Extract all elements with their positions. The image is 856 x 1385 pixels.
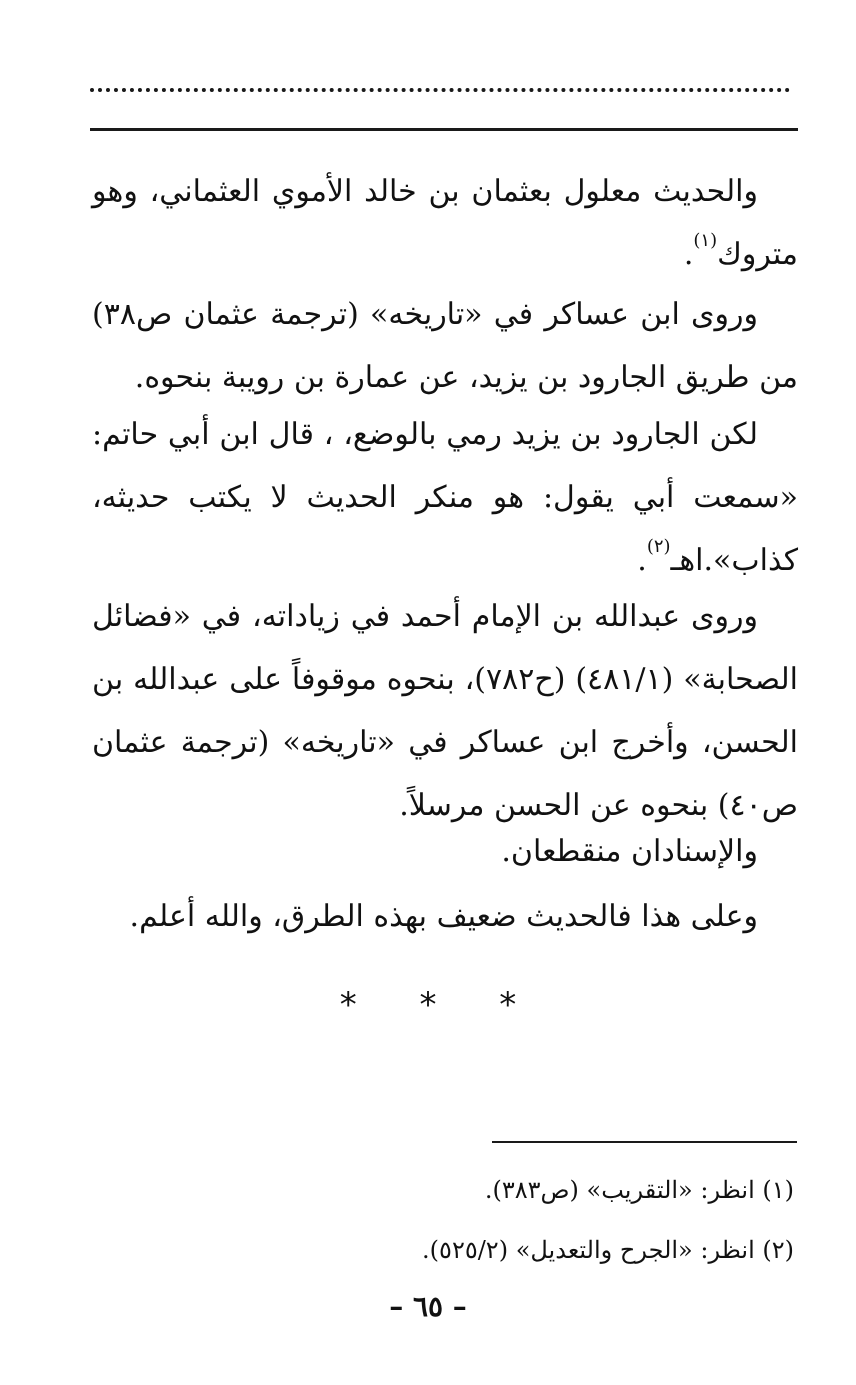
paragraph-tail: . xyxy=(683,237,694,272)
paragraph-conclusion xyxy=(92,885,798,948)
footnote-ref-1[interactable]: (١) xyxy=(693,230,718,251)
header-solid-rule xyxy=(90,128,798,131)
paragraph-text: والإسنادان منقطعان. xyxy=(501,834,758,869)
paragraph-text: والحديث معلول بعثمان بن خالد الأموي العثماني، وهو متروك xyxy=(92,174,798,272)
paragraph-text: وروى ابن عساكر في «تاريخه» (ترجمة عثمان ص٣٨) من طريق الجارود بن يزيد، عن عمارة بن رويبة بنحوه. xyxy=(92,297,798,395)
footnote-2: (٢) انظر: «الجرح والتعديل» (٥٢٥/٢). xyxy=(422,1236,794,1264)
paragraph-tail: . xyxy=(637,543,647,578)
paragraph-jarud xyxy=(92,403,798,592)
page-number: – ٦٥ – xyxy=(389,1290,467,1323)
header-dotted-rule xyxy=(90,88,790,92)
footnote-1: (١) انظر: «التقريب» (ص٣٨٣). xyxy=(484,1176,794,1204)
paragraph-isnadan xyxy=(92,820,798,883)
paragraph-abdullah xyxy=(92,585,798,837)
section-separator: * * * xyxy=(339,985,543,1025)
footnote-rule xyxy=(492,1141,797,1143)
paragraph-ibn-asakir xyxy=(92,283,798,409)
footnote-ref-2[interactable]: (٢) xyxy=(646,536,671,557)
paragraph-text: وروى عبدالله بن الإمام أحمد في زياداته، في «فضائل الصحابة» (٤٨١/١) (ح٧٨٢)، بنحوه موقوفاً على عبدالله بن الحسن، وأخرج ابن عساكر في «تاريخه» (ترجمة عثمان ص٤٠) بنحوه عن الحسن مرسلاً. xyxy=(92,599,799,823)
paragraph-text: لكن الجارود بن يزيد رمي بالوضع، ، قال ابن أبي حاتم: «سمعت أبي يقول: هو منكر الحديث لا يكتب حديثه، كذاب».اهـ xyxy=(92,417,798,578)
paragraph-matruk xyxy=(92,160,798,286)
paragraph-text: وعلى هذا فالحديث ضعيف بهذه الطرق، والله أعلم. xyxy=(129,899,758,934)
